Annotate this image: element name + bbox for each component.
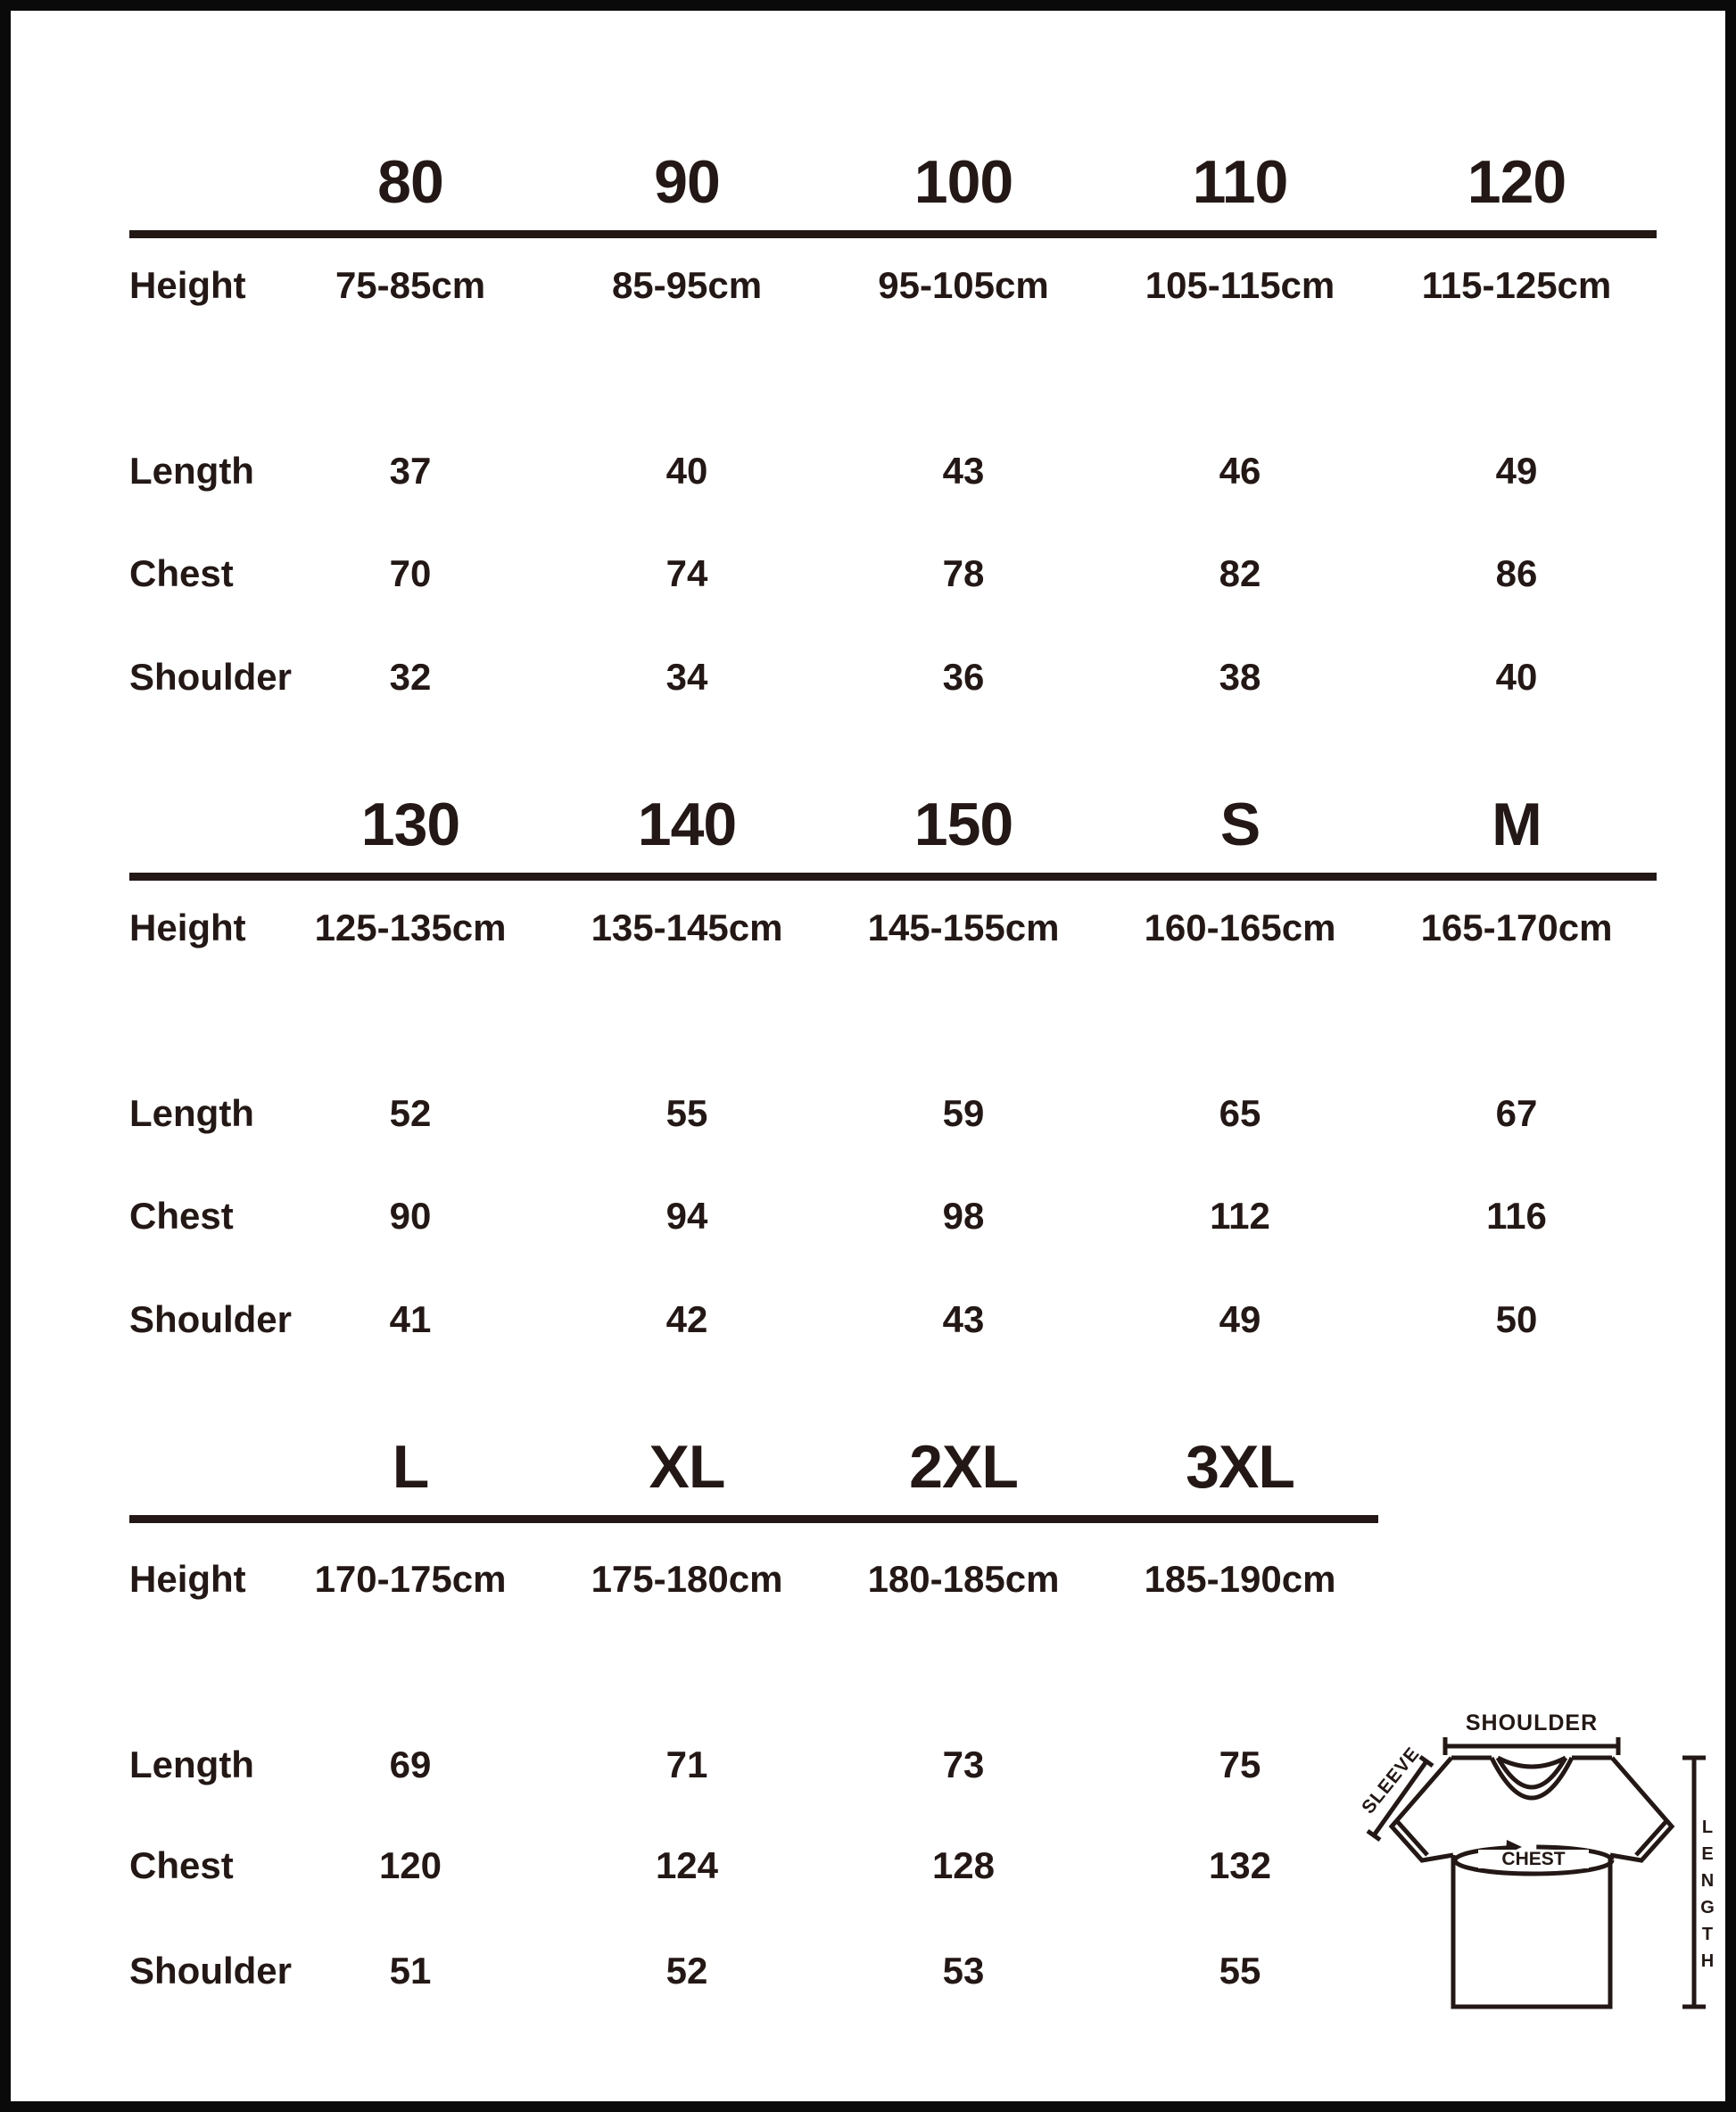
length-row <box>129 1092 1725 1134</box>
shoulder-value: 51 <box>389 1950 432 1992</box>
size-header-row <box>129 148 1725 216</box>
shoulder-measure-label: SHOULDER <box>1465 1710 1599 1735</box>
length-value: 73 <box>942 1743 985 1785</box>
height-value: 160-165cm <box>1144 907 1336 948</box>
height-row <box>129 1558 1725 1600</box>
length-value: 37 <box>389 450 432 492</box>
shoulder-value: 34 <box>665 656 708 698</box>
height-value: 145-155cm <box>867 907 1060 948</box>
shoulder-value: 50 <box>1495 1298 1538 1340</box>
row-label-length: Length <box>129 1092 254 1134</box>
size-header: 130 <box>360 791 460 858</box>
length-value: 40 <box>665 450 708 492</box>
size-table-80-120 <box>11 148 1725 698</box>
length-value: 71 <box>665 1743 708 1785</box>
chest-value: 86 <box>1495 552 1538 594</box>
shoulder-value: 53 <box>942 1950 985 1992</box>
chest-value: 98 <box>942 1195 985 1237</box>
size-header: L <box>392 1433 429 1501</box>
height-value: 135-145cm <box>591 907 783 948</box>
size-header-row <box>129 1433 1725 1501</box>
size-header: XL <box>649 1433 725 1501</box>
shoulder-value: 41 <box>389 1298 432 1340</box>
size-header-row <box>129 791 1725 858</box>
height-value: 125-135cm <box>314 907 507 948</box>
chest-value: 82 <box>1219 552 1261 594</box>
chest-value: 94 <box>665 1195 708 1237</box>
length-value: 65 <box>1219 1092 1261 1134</box>
chest-value: 120 <box>378 1844 442 1886</box>
length-value: 49 <box>1495 450 1538 492</box>
height-value: 165-170cm <box>1420 907 1613 948</box>
section-divider-rule <box>129 1515 1378 1523</box>
chest-value: 124 <box>655 1844 719 1886</box>
height-value: 175-180cm <box>591 1558 783 1600</box>
length-value: 59 <box>942 1092 985 1134</box>
length-value: 43 <box>942 450 985 492</box>
row-label-chest: Chest <box>129 552 234 594</box>
chest-value: 132 <box>1208 1844 1272 1886</box>
length-value: 52 <box>389 1092 432 1134</box>
size-header: 2XL <box>909 1433 1018 1501</box>
height-value: 85-95cm <box>611 264 763 306</box>
size-header: M <box>1492 791 1542 858</box>
row-label-height: Height <box>129 907 246 948</box>
row-label-length: Length <box>129 450 254 492</box>
row-label-chest: Chest <box>129 1195 234 1237</box>
chest-row <box>129 552 1725 594</box>
chest-value: 70 <box>389 552 432 594</box>
section-divider-rule <box>129 873 1657 881</box>
size-header: 80 <box>377 148 443 216</box>
sleeve-measure-label: SLEEVE <box>1358 1743 1424 1818</box>
shoulder-value: 52 <box>665 1950 708 1992</box>
row-label-height: Height <box>129 264 246 306</box>
row-label-shoulder: Shoulder <box>129 1950 293 1992</box>
shoulder-value: 40 <box>1495 656 1538 698</box>
shoulder-row <box>129 1298 1725 1340</box>
size-header: S <box>1219 791 1261 858</box>
length-value: 75 <box>1219 1743 1261 1785</box>
row-label-chest: Chest <box>129 1844 234 1886</box>
length-measure-label: LENGTH <box>1698 1818 1717 1978</box>
tshirt-measure-diagram <box>1340 1702 1724 2027</box>
height-row <box>129 909 1725 947</box>
size-header: 120 <box>1467 148 1567 216</box>
chest-value: 74 <box>665 552 708 594</box>
shoulder-value: 32 <box>389 656 432 698</box>
size-header: 100 <box>913 148 1013 216</box>
shoulder-value: 55 <box>1219 1950 1261 1992</box>
length-row <box>129 452 1725 490</box>
section-divider-rule <box>129 230 1657 238</box>
chest-value: 128 <box>931 1844 996 1886</box>
shoulder-value: 42 <box>665 1298 708 1340</box>
height-value: 180-185cm <box>867 1558 1060 1600</box>
height-value: 170-175cm <box>314 1558 507 1600</box>
chest-row <box>129 1197 1725 1235</box>
chest-value: 90 <box>389 1195 432 1237</box>
size-header: 90 <box>654 148 720 216</box>
length-value: 69 <box>389 1743 432 1785</box>
length-value: 46 <box>1219 450 1261 492</box>
chest-measure-label: CHEST <box>1478 1850 1589 1868</box>
length-value: 55 <box>665 1092 708 1134</box>
chest-value: 78 <box>942 552 985 594</box>
height-value: 75-85cm <box>335 264 486 306</box>
height-value: 115-125cm <box>1421 264 1612 306</box>
shoulder-row <box>129 658 1725 696</box>
chest-value: 116 <box>1486 1195 1547 1237</box>
size-header: 3XL <box>1186 1433 1294 1501</box>
shoulder-value: 49 <box>1219 1298 1261 1340</box>
length-value: 67 <box>1495 1092 1538 1134</box>
size-header: 110 <box>1192 148 1288 216</box>
row-label-shoulder: Shoulder <box>129 656 293 698</box>
height-row <box>129 264 1725 306</box>
shoulder-value: 36 <box>942 656 985 698</box>
height-value: 105-115cm <box>1145 264 1335 306</box>
size-header: 150 <box>913 791 1013 858</box>
height-value: 95-105cm <box>878 264 1049 306</box>
chest-value: 112 <box>1210 1195 1270 1237</box>
size-table-130-M <box>11 791 1725 1340</box>
height-value: 185-190cm <box>1144 1558 1336 1600</box>
shoulder-value: 38 <box>1219 656 1261 698</box>
row-label-length: Length <box>129 1743 254 1785</box>
shoulder-value: 43 <box>942 1298 985 1340</box>
row-label-height: Height <box>129 1558 246 1600</box>
row-label-shoulder: Shoulder <box>129 1298 293 1340</box>
size-header: 140 <box>637 791 737 858</box>
